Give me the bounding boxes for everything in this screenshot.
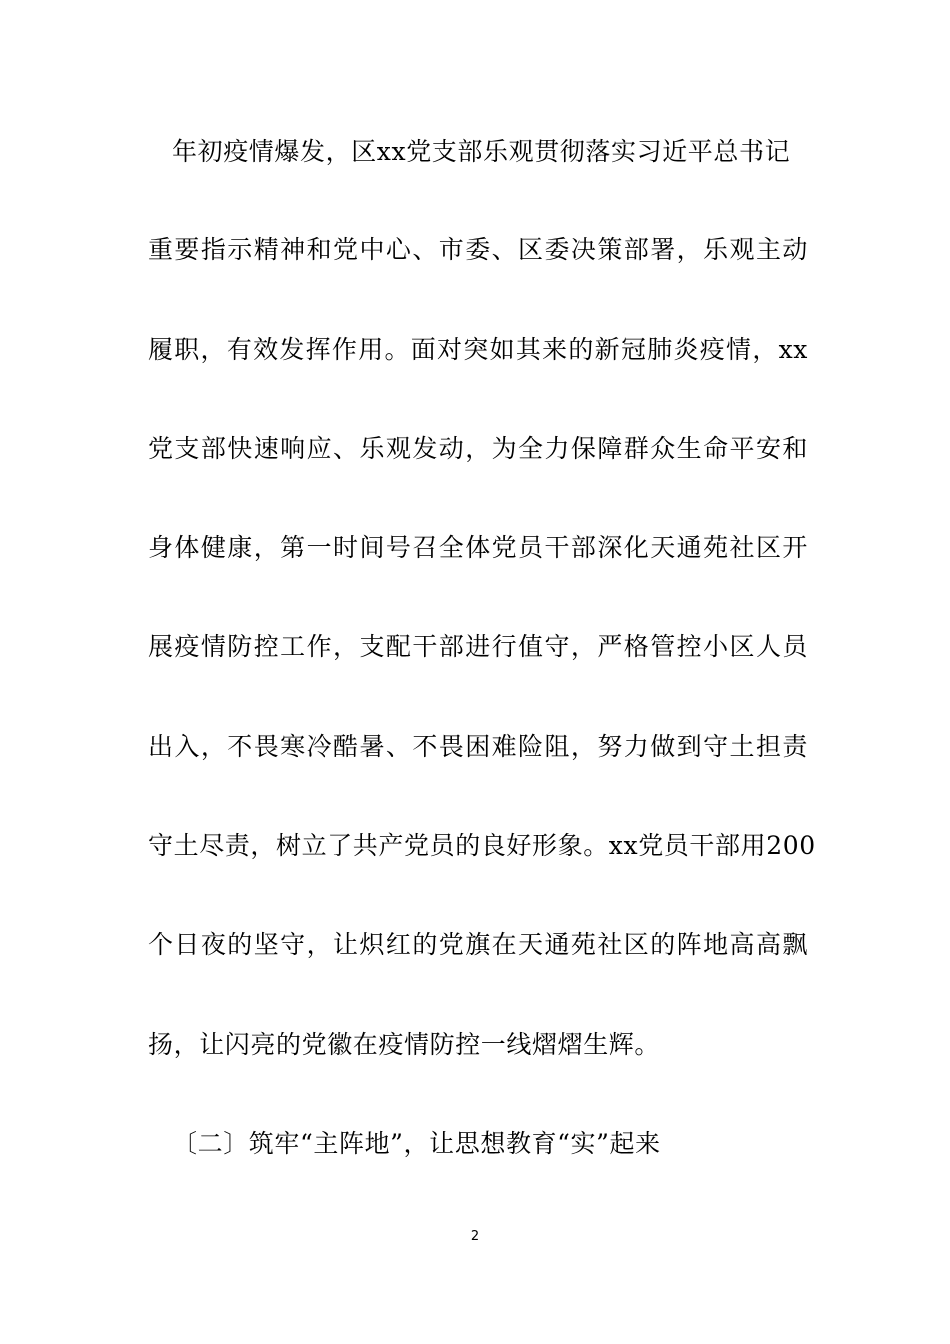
paragraph-line-1: 年初疫情爆发，区xx党支部乐观贯彻落实习近平总书记 [172,137,791,166]
paragraph-line-7: 出入，不畏寒冷酷暑、不畏困难险阻，努力做到守土担责 [148,732,808,761]
paragraph-line-6: 展疫情防控工作，支配干部进行值守，严格管控小区人员 [148,632,808,661]
paragraph-line-4: 党支部快速响应、乐观发动，为全力保障群众生命平安和 [148,434,808,463]
page-number: 2 [470,1229,480,1244]
paragraph-line-5: 身体健康，第一时间号召全体党员干部深化天通苑社区开 [148,533,808,562]
paragraph-line-2: 重要指示精神和党中心、市委、区委决策部署，乐观主动 [148,235,808,264]
section-heading: 〔二〕筑牢“主阵地”，让思想教育“实”起来 [172,1129,661,1158]
paragraph-line-8: 守土尽责，树立了共产党员的良好形象。xx党员干部用200 [148,831,816,860]
paragraph-line-10: 扬，让闪亮的党徽在疫情防控一线熠熠生辉。 [148,1030,661,1059]
paragraph-line-3: 履职，有效发挥作用。面对突如其来的新冠肺炎疫情，xx [148,335,808,364]
paragraph-line-9: 个日夜的坚守，让炽红的党旗在天通苑社区的阵地高高飘 [148,930,808,959]
